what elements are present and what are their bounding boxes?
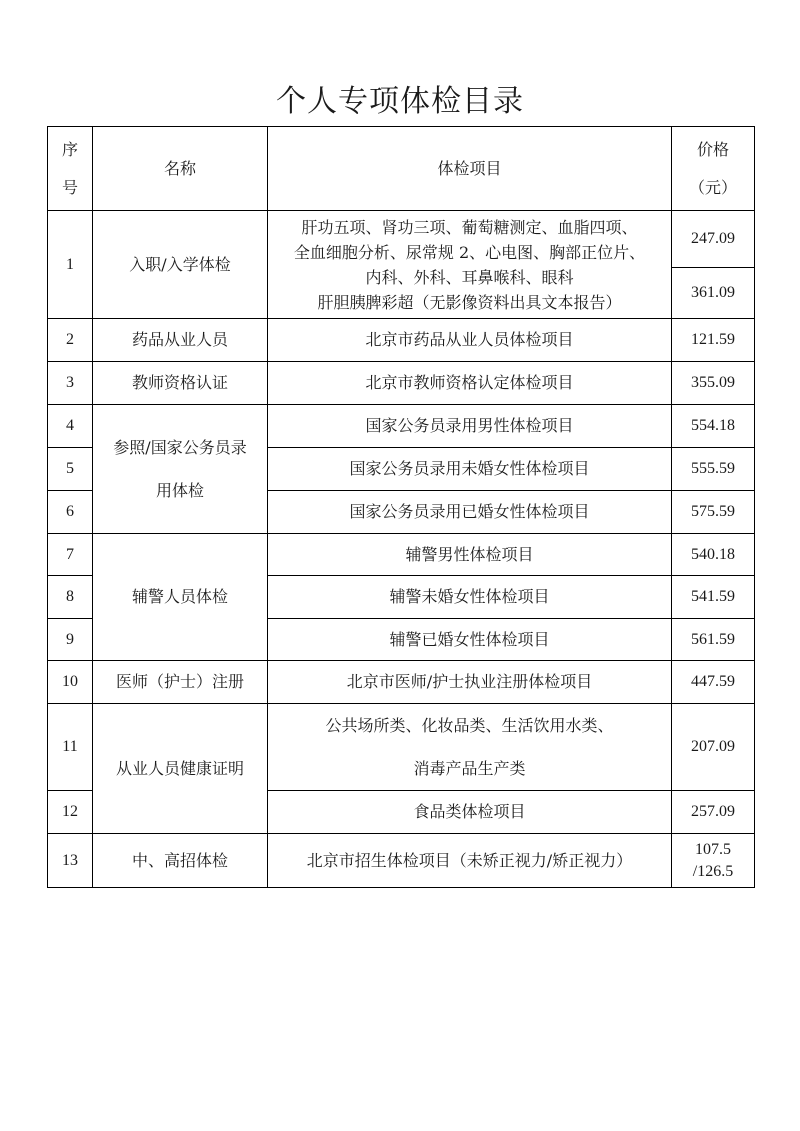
row-name: 教师资格认证 [93,362,268,405]
header-seq-line2: 号 [61,177,78,197]
row-price: 361.09 [672,268,755,319]
header-price [672,127,755,211]
row-name: 药品从业人员 [93,319,268,362]
group-name-auxiliary-police: 辅警人员体检 [93,534,268,661]
group-name-line: 用体检 [155,481,204,500]
row-seq: 12 [48,791,93,834]
row-price: 247.09 [672,211,755,268]
row-name: 医师（护士）注册 [93,661,268,704]
table-row [48,534,755,576]
row-items: 国家公务员录用未婚女性体检项目 [268,448,672,491]
table-row [48,211,755,268]
row-items [268,704,672,791]
row-price: 541.59 [672,576,755,619]
row-seq: 6 [48,491,93,534]
header-seq-line1: 序 [61,139,78,159]
row-items-line: 内科、外科、耳鼻喉科、眼科 [365,267,574,287]
row-name: 中、高招体检 [93,834,268,888]
row-seq: 8 [48,576,93,619]
row-seq: 11 [48,704,93,791]
row-seq: 3 [48,362,93,405]
row-items: 北京市药品从业人员体检项目 [268,319,672,362]
header-seq [48,127,93,211]
row-price-line: 107.5 [695,840,731,858]
table-row [48,362,755,405]
page-title: 个人专项体检目录 [276,84,524,119]
row-items: 北京市招生体检项目（未矫正视力/矫正视力） [268,834,672,888]
table-row [48,405,755,448]
group-name-health-certificate: 从业人员健康证明 [93,704,268,834]
row-items: 北京市教师资格认定体检项目 [268,362,672,405]
row-items: 食品类体检项目 [268,791,672,834]
row-items: 辅警已婚女性体检项目 [268,619,672,661]
table-row [48,661,755,704]
row-seq: 4 [48,405,93,448]
row-seq: 7 [48,534,93,576]
table-row [48,704,755,791]
row-seq: 5 [48,448,93,491]
table-row [48,834,755,888]
exam-catalog-table [47,126,755,888]
header-name: 名称 [93,127,268,211]
row-items: 国家公务员录用已婚女性体检项目 [268,491,672,534]
row-seq: 2 [48,319,93,362]
row-price: 554.18 [672,405,755,448]
row-items [268,211,672,319]
row-items-line: 公共场所类、化妆品类、生活饮用水类、 [325,716,614,735]
row-price: 355.09 [672,362,755,405]
row-price: 575.59 [672,491,755,534]
row-price: 561.59 [672,619,755,661]
row-price: 540.18 [672,534,755,576]
row-seq: 10 [48,661,93,704]
row-price [672,834,755,888]
row-items-line: 肝功五项、肾功三项、葡萄糖测定、血脂四项、 [301,217,638,237]
row-price: 257.09 [672,791,755,834]
row-seq: 13 [48,834,93,888]
header-price-line1: 价格 [696,139,729,159]
row-name: 入职/入学体检 [93,211,268,319]
header-price-line2: （元） [688,177,737,197]
row-seq: 9 [48,619,93,661]
row-price: 121.59 [672,319,755,362]
row-items: 国家公务员录用男性体检项目 [268,405,672,448]
row-price: 207.09 [672,704,755,791]
row-items: 北京市医师/护士执业注册体检项目 [268,661,672,704]
row-items-line: 全血细胞分析、尿常规 2、心电图、胸部正位片、 [293,242,646,262]
table-header-row [48,127,755,211]
row-items-line: 肝胆胰脾彩超（无影像资料出具文本报告） [317,292,622,312]
row-seq: 1 [48,211,93,319]
row-price: 555.59 [672,448,755,491]
table-row [48,319,755,362]
group-name-civil-servant [93,405,268,534]
row-items: 辅警未婚女性体检项目 [268,576,672,619]
row-price: 447.59 [672,661,755,704]
row-price-line: /126.5 [692,862,734,880]
row-items-line: 消毒产品生产类 [413,759,526,778]
group-name-line: 参照/国家公务员录 [113,438,247,457]
row-items: 辅警男性体检项目 [268,534,672,576]
header-items: 体检项目 [268,127,672,211]
